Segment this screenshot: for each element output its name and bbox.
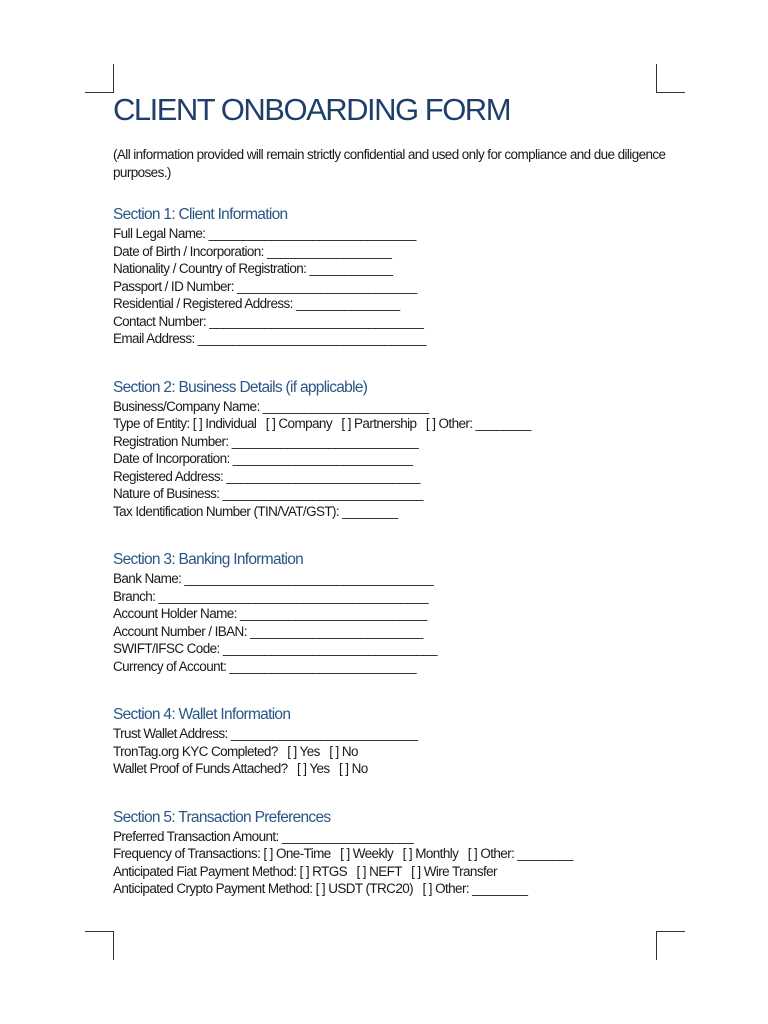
field-frequency: Frequency of Transactions: [ ] One-Time [ ] Weekly [ ] Monthly [ ] Other: ________ xyxy=(113,846,573,861)
field-full-legal-name: Full Legal Name: ______________________________ xyxy=(113,226,416,241)
field-account-number: Account Number / IBAN: _________________________ xyxy=(113,623,423,639)
field-branch: Branch: _______________________________________ xyxy=(113,588,428,604)
crop-mark-bottom-right xyxy=(656,931,685,960)
field-address: Residential / Registered Address: _______________ xyxy=(113,296,400,311)
field-type-of-entity: Type of Entity: [ ] Individual [ ] Company [ ] Partnership [ ] Other: ________ xyxy=(113,416,531,431)
field-registered-address: Registered Address: ____________________________ xyxy=(113,468,420,484)
section-business-details xyxy=(113,378,673,521)
field-fiat-payment-method: Anticipated Fiat Payment Method: [ ] RTGS [ ] NEFT [ ] Wire Transfer xyxy=(113,863,497,879)
field-date-of-birth: Date of Birth / Incorporation: __________________ xyxy=(113,243,392,259)
field-swift-code: SWIFT/IFSC Code: _______________________________ xyxy=(113,641,437,656)
field-email-address: Email Address: _________________________________ xyxy=(113,331,426,346)
field-proof-of-funds: Wallet Proof of Funds Attached? [ ] Yes [ ] No xyxy=(113,761,368,776)
field-transaction-amount: Preferred Transaction Amount: ___________________ xyxy=(113,828,414,844)
section-title: Section 5: Transaction Preferences xyxy=(113,808,331,826)
field-bank-name: Bank Name: ____________________________________ xyxy=(113,571,434,586)
crop-mark-top-left xyxy=(85,64,114,93)
field-wallet-address: Trust Wallet Address: ___________________________ xyxy=(113,726,418,741)
field-passport-id: Passport / ID Number: __________________________ xyxy=(113,278,417,294)
crop-mark-top-right xyxy=(656,64,685,93)
field-currency: Currency of Account: ___________________________ xyxy=(113,658,416,674)
section-title: Section 3: Banking Information xyxy=(113,551,304,568)
section-client-information xyxy=(113,205,673,348)
form-page xyxy=(113,90,673,898)
field-nationality: Nationality / Country of Registration: ____________ xyxy=(113,261,393,276)
crop-mark-bottom-left xyxy=(85,931,114,960)
field-nature-of-business: Nature of Business: _____________________________ xyxy=(113,486,423,501)
field-kyc-completed: TronTag.org KYC Completed? [ ] Yes [ ] No xyxy=(113,743,358,759)
section-title: Section 2: Business Details (if applicable) xyxy=(113,378,368,396)
field-date-of-incorporation: Date of Incorporation: __________________________ xyxy=(113,451,413,466)
field-company-name: Business/Company Name: ________________________ xyxy=(113,398,429,414)
section-banking-information xyxy=(113,550,673,675)
section-title: Section 4: Wallet Information xyxy=(113,706,291,723)
field-account-holder: Account Holder Name: ___________________________ xyxy=(113,606,427,621)
section-wallet-information xyxy=(113,705,673,778)
field-tax-id: Tax Identification Number (TIN/VAT/GST): ________ xyxy=(113,503,398,519)
field-contact-number: Contact Number: _______________________________ xyxy=(113,313,424,329)
section-title: Section 1: Client Information xyxy=(113,206,288,223)
page-title: CLIENT ONBOARDING FORM xyxy=(113,92,511,127)
intro-text: (All information provided will remain strictly confidential and used only for compliance and due diligence purposes.) xyxy=(113,147,666,180)
field-crypto-payment-method: Anticipated Crypto Payment Method: [ ] USDT (TRC20) [ ] Other: ________ xyxy=(113,881,528,896)
field-registration-number: Registration Number: ___________________________ xyxy=(113,433,419,449)
section-transaction-preferences xyxy=(113,808,673,898)
